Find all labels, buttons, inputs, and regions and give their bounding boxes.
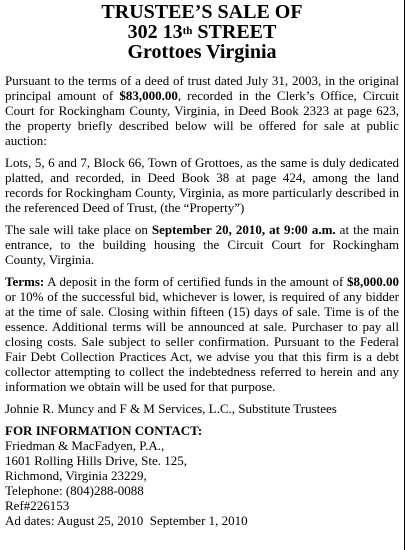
sale-text-2: at the main entrance, to the building housing the Circuit Court for Rockingham County, Virginia. [5, 222, 399, 267]
principal-amount: $83,000.00 [119, 88, 178, 103]
contact-heading-text: FOR INFORMATION CONTACT: [5, 423, 203, 438]
sale-datetime: September 20, 2010, at 9:00 a.m. [151, 222, 336, 237]
ad-dates: Ad dates: August 25, 2010 September 1, 2010 [5, 513, 248, 528]
deed-text-1: Pursuant to the terms of a deed of trust dated July 31, 2003, in the original principal amount of [5, 73, 399, 103]
headline-line-3: Grottoes Virginia [127, 41, 277, 63]
contact-address-1: 1601 Rolling Hills Drive, Ste. 125, [5, 453, 187, 468]
deed-text-2: , recorded in the Clerk’s Office, Circuit Court for Rockingham County, Virginia, in Deed Book 2323 at page 623, the property briefly described below will be offered for sale at public auction: [5, 88, 399, 148]
ordinal-suffix: th [182, 25, 193, 37]
street-word: STREET [192, 21, 277, 43]
notice-header [5, 2, 399, 62]
headline-line-2 [5, 22, 399, 42]
property-description-paragraph: Lots, 5, 6 and 7, Block 66, Town of Grottoes, as the same is duly dedicated platted, and recorded, in Deed Book 38 at page 424, among the land records for Rockingham County, Virginia, as more particularly described in the referenced Deed of Trust, (the “Property”) [5, 155, 399, 215]
terms-paragraph [5, 274, 399, 394]
contact-block [5, 423, 399, 528]
deposit-amount: $8,000.00 [347, 274, 399, 289]
headline-line-1: TRUSTEE’S SALE OF [101, 1, 303, 23]
street-number: 302 13 [127, 21, 183, 43]
sale-date-paragraph [5, 222, 399, 267]
contact-telephone: Telephone: (804)288-0088 [5, 483, 144, 498]
deed-of-trust-paragraph [5, 73, 399, 148]
terms-label: Terms: [5, 274, 45, 289]
contact-heading [5, 423, 399, 438]
contact-address-2: Richmond, Virginia 23229, [5, 468, 147, 483]
contact-ref: Ref#226153 [5, 498, 70, 513]
trustees-line: Johnie R. Muncy and F & M Services, L.C., Substitute Trustees [5, 401, 337, 416]
contact-firm: Friedman & MacFadyen, P.A., [5, 438, 165, 453]
sale-text-1: The sale will take place on [5, 222, 152, 237]
terms-text-2: or 10% of the successful bid, whichever is lower, is required of any bidder at the time of sale. Closing within fifteen (15) days of sale. Time is of the essence. Additional terms will be announced at sale. Purchaser to pay all closing costs. Sale subject to seller confirmation. Pursuant to the Federal Fair Debt Collection Practices Act, we advise you that this firm is a debt collector attempting to collect the indebtedness referred to herein and any information we obtain will be used for that purpose. [5, 289, 399, 394]
terms-text-1: A deposit in the form of certified funds in the amount of [44, 274, 347, 289]
